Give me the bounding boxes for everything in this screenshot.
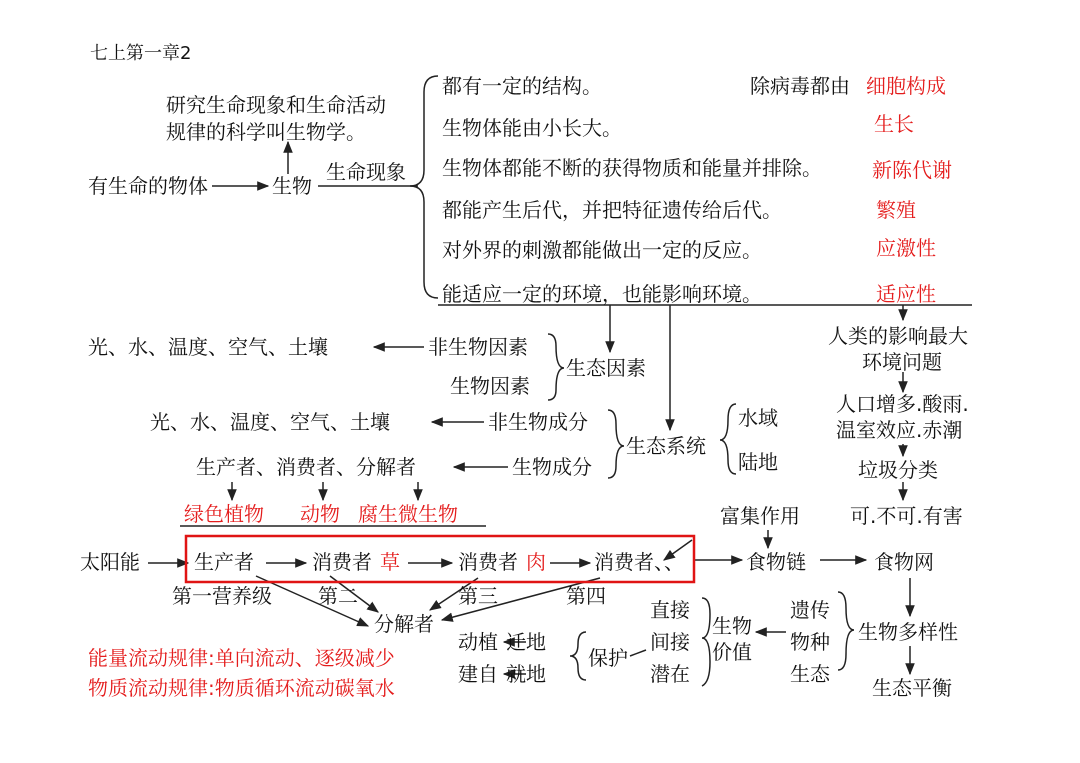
trophic-level-3: 第三 [458, 584, 498, 608]
biotic-components-label: 生物成分 [512, 455, 592, 479]
life-phenomena-label: 生命现象 [326, 160, 406, 184]
food-chain-label: 食物链 [746, 550, 806, 574]
garbage-types: 可.不可.有害 [850, 504, 963, 528]
answer-reproduction: 繁殖 [876, 198, 916, 222]
line-value-to-protect [630, 650, 646, 656]
bio-value-line-1: 生物 [712, 614, 752, 638]
ecosystem-label: 生态系统 [626, 434, 706, 458]
trophic-level-4: 第四 [566, 584, 606, 608]
bio-value-line-2: 价值 [712, 640, 752, 664]
living-things-label: 有生命的物体 [88, 174, 208, 198]
virus-note: 除病毒都由 [750, 74, 850, 98]
intro-line-2: 规律的科学叫生物学。 [166, 120, 366, 144]
food-chain-consumer-2: 消费者 [458, 550, 518, 574]
eco-factors-label: 生态因素 [566, 356, 646, 380]
problems-line-1: 人口增多.酸雨. [836, 392, 969, 416]
example-microbes: 腐生微生物 [358, 502, 458, 526]
food-chain-consumer-1: 消费者 [312, 550, 372, 574]
brace-values [702, 598, 710, 686]
brace-eco-factors [548, 334, 564, 400]
producers-list: 生产者、消费者、分解者 [196, 455, 416, 479]
in-place-label: 就地 [506, 662, 546, 686]
abiotic-components-label: 非生物成分 [488, 410, 588, 434]
trophic-level-2: 第二 [318, 584, 358, 608]
brace-features [410, 76, 438, 298]
answer-cell-structure: 细胞构成 [866, 74, 946, 98]
diversity-species: 物种 [790, 630, 830, 654]
feature-6: 能适应一定的环境，也能影响环境。 [442, 282, 762, 306]
feature-4: 都能产生后代，并把特征遗传给后代。 [442, 198, 782, 222]
food-web-label: 食物网 [874, 550, 934, 574]
ecosystem-type-land: 陆地 [738, 450, 778, 474]
eco-factors-list: 光、水、温度、空气、土壤 [88, 335, 328, 359]
food-chain-consumer-3: 消费者、、 [594, 550, 684, 574]
feature-2: 生物体能由小长大。 [442, 116, 622, 140]
ecosystem-type-water: 水域 [738, 406, 778, 430]
brace-protect [570, 632, 586, 680]
human-impact-line-1: 人类的影响最大 [828, 324, 968, 348]
feature-3: 生物体都能不断的获得物质和能量并排除。 [442, 156, 822, 180]
brace-ecosystem [608, 410, 624, 478]
example-green-plants: 绿色植物 [184, 502, 264, 526]
sun-energy: 太阳能 [80, 550, 140, 574]
value-direct: 直接 [650, 598, 690, 622]
trophic-level-1: 第一营养级 [172, 584, 272, 608]
answer-irritability: 应激性 [876, 236, 936, 260]
brace-ecosystem-types [720, 404, 736, 474]
example-animals: 动物 [300, 502, 340, 526]
value-indirect: 间接 [650, 630, 690, 654]
diversity-genetic: 遗传 [790, 598, 830, 622]
feature-5: 对外界的刺激都能做出一定的反应。 [442, 238, 762, 262]
carnivore-label: 肉 [526, 550, 546, 574]
energy-flow-rule: 能量流动规律:单向流动、逐级减少 [88, 646, 395, 670]
conservation-plants-animals: 动植 [458, 630, 498, 654]
biotic-factors-label: 生物因素 [450, 374, 530, 398]
diversity-ecosystem: 生态 [790, 662, 830, 686]
feature-1: 都有一定的结构。 [442, 74, 602, 98]
relocate-label: 迁地 [506, 630, 546, 654]
nature-reserve-label: 建自 [458, 662, 498, 686]
herbivore-label: 草 [380, 550, 400, 574]
problems-line-2: 温室效应.赤潮 [836, 418, 963, 442]
human-impact-line-2: 环境问题 [862, 350, 942, 374]
matter-flow-rule: 物质流动规律:物质循环流动碳氧水 [88, 676, 395, 700]
intro-line-1: 研究生命现象和生命活动 [166, 93, 386, 117]
ecosystem-components-list: 光、水、温度、空气、土壤 [150, 410, 390, 434]
food-chain-producer: 生产者 [194, 550, 254, 574]
brace-diversity-levels [838, 592, 854, 670]
protect-label: 保护 [588, 646, 628, 670]
value-potential: 潜在 [650, 662, 690, 686]
answer-adaptability: 适应性 [876, 282, 936, 306]
answer-growth: 生长 [874, 112, 914, 136]
bioaccumulation-label: 富集作用 [720, 504, 800, 528]
decomposer-label: 分解者 [374, 612, 434, 636]
garbage-sorting: 垃圾分类 [858, 458, 938, 482]
organism-label: 生物 [272, 174, 312, 198]
biodiversity-label: 生物多样性 [858, 620, 958, 644]
answer-metabolism: 新陈代谢 [872, 158, 952, 182]
page-title: 七上第一章2 [90, 43, 192, 64]
abiotic-factors-label: 非生物因素 [428, 335, 528, 359]
ecological-balance-label: 生态平衡 [872, 676, 952, 700]
